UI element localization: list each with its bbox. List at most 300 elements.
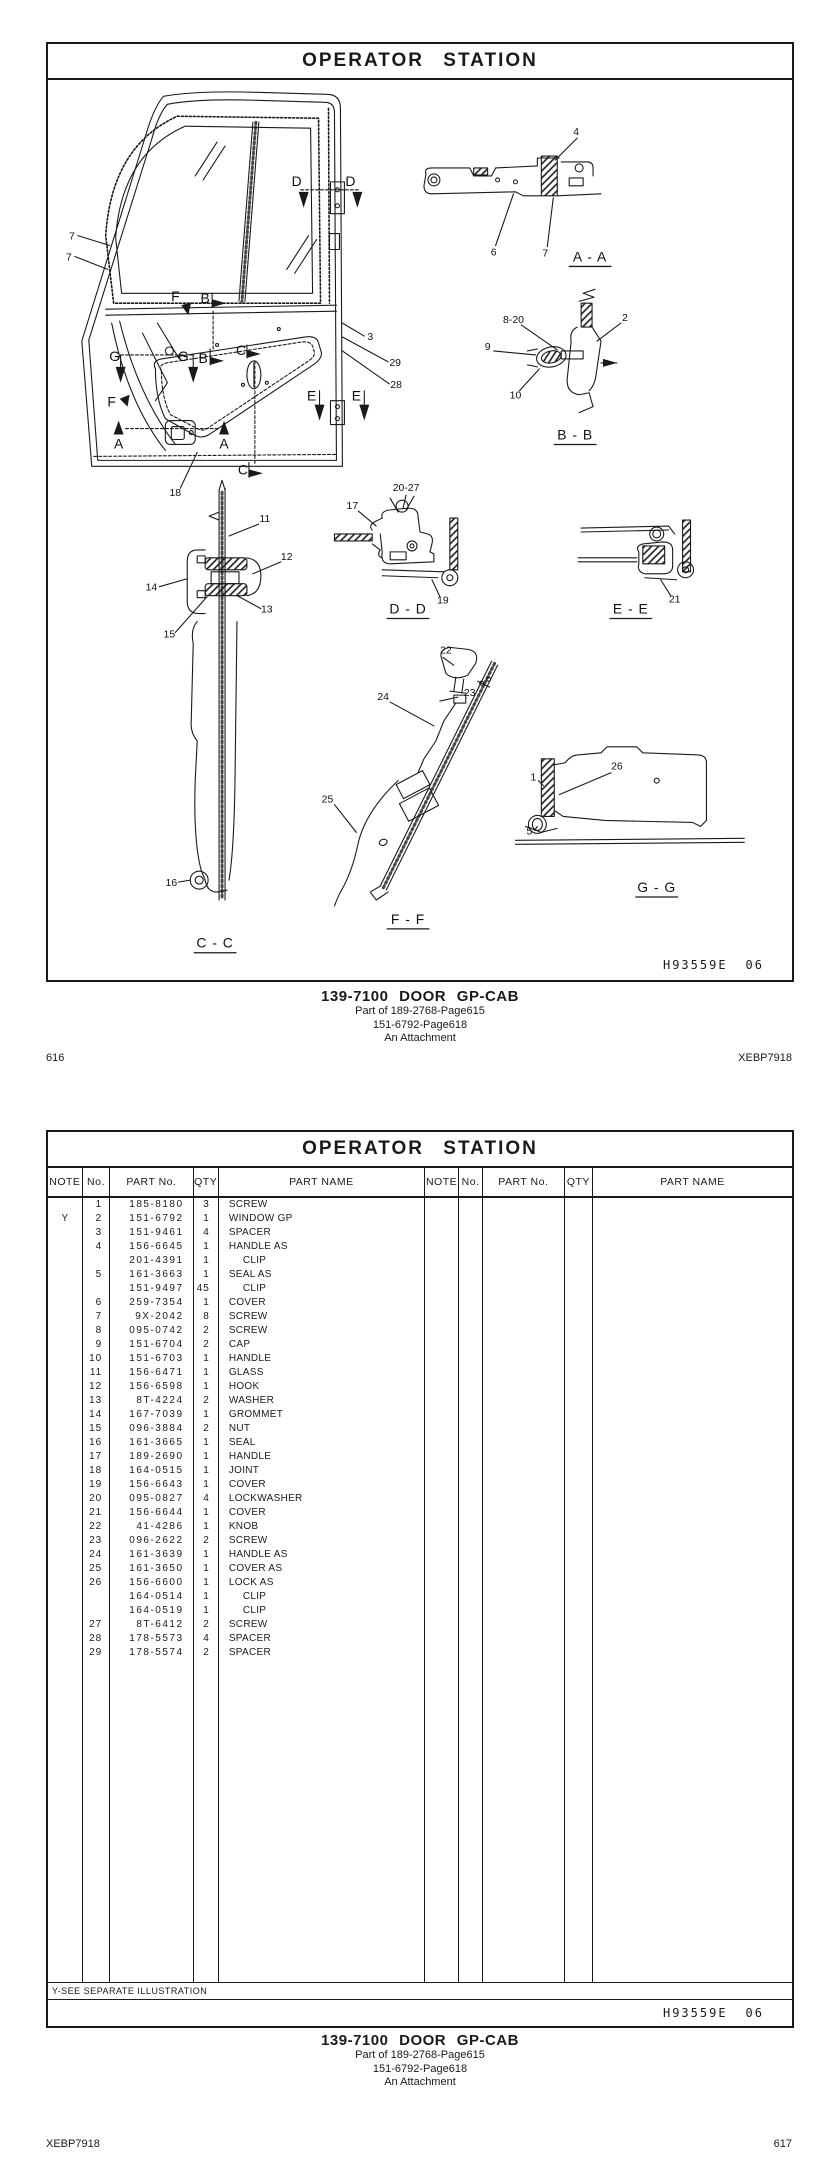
cell-no [459, 1408, 483, 1422]
cell-name [593, 1240, 792, 1254]
cell-note [48, 1324, 82, 1338]
cell-part [482, 1492, 564, 1506]
cell-note [424, 1548, 458, 1562]
cell-note [48, 1422, 82, 1436]
cell-part: 151-9497 [110, 1282, 193, 1296]
table-row [48, 1576, 792, 1590]
page1-page-number: 616 [46, 1052, 65, 1064]
cell-no: 2 [82, 1212, 110, 1226]
caption-line2: 151-6792-Page618 [372, 2062, 468, 2075]
cell-note [424, 1268, 458, 1282]
cell-note [424, 1506, 458, 1520]
cell-note [48, 1646, 82, 1660]
cell-name [593, 1604, 792, 1618]
cell-note [48, 1534, 82, 1548]
cell-no: 5 [82, 1268, 110, 1282]
table-row [48, 1324, 792, 1338]
cell-no [459, 1422, 483, 1436]
callout-10: 10 [509, 390, 522, 402]
cell-part [482, 1562, 564, 1576]
cell-no: 17 [82, 1450, 110, 1464]
cell-note [48, 1464, 82, 1478]
cell-part: 167-7039 [110, 1408, 193, 1422]
cell-name [593, 1534, 792, 1548]
cell-no [459, 1478, 483, 1492]
cell-no [459, 1352, 483, 1366]
cell-no [459, 1632, 483, 1646]
cell-qty: 1 [193, 1464, 218, 1478]
cell-part: 189-2690 [110, 1450, 193, 1464]
cell-note [48, 1604, 82, 1618]
callout-22: 22 [440, 645, 452, 657]
cell-qty [564, 1310, 592, 1324]
page2-title: OPERATOR STATION [48, 1132, 792, 1168]
cell-name: LOCKWASHER [218, 1492, 424, 1506]
cell-part [482, 1408, 564, 1422]
cell-qty [564, 1338, 592, 1352]
cell-note [424, 1534, 458, 1548]
cell-name [593, 1478, 792, 1492]
page1-footer [46, 1052, 792, 1064]
cell-part: 095-0742 [110, 1324, 193, 1338]
cell-name: SPACER [218, 1226, 424, 1240]
cell-note [424, 1464, 458, 1478]
caption-line2: 151-6792-Page618 [372, 1018, 468, 1031]
cell-no: 13 [82, 1394, 110, 1408]
page1-sheet [46, 42, 794, 982]
cell-part [482, 1240, 564, 1254]
cell-part: 161-3665 [110, 1436, 193, 1450]
cell-no [459, 1296, 483, 1310]
cell-no: 7 [82, 1310, 110, 1324]
table-row [48, 1197, 792, 1212]
cell-part [482, 1534, 564, 1548]
cell-qty [564, 1436, 592, 1450]
cell-part: 9X-2042 [110, 1310, 193, 1324]
cell-qty [564, 1268, 592, 1282]
cell-qty [564, 1534, 592, 1548]
cell-part: 156-6600 [110, 1576, 193, 1590]
cell-note [424, 1562, 458, 1576]
cell-name: HANDLE AS [218, 1548, 424, 1562]
cell-qty [564, 1197, 592, 1212]
cell-qty: 1 [193, 1562, 218, 1576]
section-marker-A: A [113, 435, 124, 452]
callout-6: 6 [490, 247, 497, 259]
cell-part [482, 1212, 564, 1226]
cell-note [424, 1310, 458, 1324]
cell-part: 096-2622 [110, 1534, 193, 1548]
cell-no [459, 1366, 483, 1380]
cell-qty: 1 [193, 1408, 218, 1422]
cell-no: 16 [82, 1436, 110, 1450]
cell-note [48, 1352, 82, 1366]
cell-no: 14 [82, 1408, 110, 1422]
cell-name: CLIP [218, 1282, 424, 1296]
table-row [48, 1604, 792, 1618]
cell-no: 4 [82, 1240, 110, 1254]
cell-qty [564, 1590, 592, 1604]
cell-note [424, 1226, 458, 1240]
cell-name [593, 1212, 792, 1226]
table-filler-row [48, 1660, 792, 1982]
cell-no: 21 [82, 1506, 110, 1520]
callout-5: 5 [526, 826, 533, 838]
cell-name [593, 1520, 792, 1534]
cell-no [459, 1506, 483, 1520]
cell-name [593, 1632, 792, 1646]
cell-name: HANDLE [218, 1352, 424, 1366]
cell-note [424, 1380, 458, 1394]
diagram-markers [107, 173, 361, 477]
cell-note [48, 1338, 82, 1352]
section-marker-G: G [177, 347, 189, 364]
cell-note [48, 1226, 82, 1240]
cell-part [482, 1576, 564, 1590]
cell-name: LOCK AS [218, 1576, 424, 1590]
callout-17: 17 [346, 501, 359, 513]
cell-note [424, 1590, 458, 1604]
cell-qty [564, 1464, 592, 1478]
cell-note [424, 1422, 458, 1436]
caption-title: 139-7100 DOOR GP-CAB [321, 2032, 519, 2049]
cell-qty [564, 1618, 592, 1632]
col-header-qty-2: QTY [564, 1168, 592, 1197]
cell-name [593, 1408, 792, 1422]
cell-no [459, 1310, 483, 1324]
table-row [48, 1422, 792, 1436]
cell-qty: 1 [193, 1590, 218, 1604]
cell-part [482, 1226, 564, 1240]
cell-part [482, 1632, 564, 1646]
cell-name [593, 1268, 792, 1282]
cell-part [482, 1436, 564, 1450]
cell-qty: 1 [193, 1352, 218, 1366]
cell-name: CLIP [218, 1590, 424, 1604]
cell-part [482, 1394, 564, 1408]
cell-name: SCREW [218, 1310, 424, 1324]
cell-qty: 4 [193, 1226, 218, 1240]
cell-part: 151-6703 [110, 1352, 193, 1366]
cell-note [48, 1492, 82, 1506]
cell-note [424, 1282, 458, 1296]
cell-note [48, 1632, 82, 1646]
cell-no [459, 1394, 483, 1408]
cell-part [482, 1590, 564, 1604]
cell-part: 156-6645 [110, 1240, 193, 1254]
cell-name [593, 1310, 792, 1324]
cell-no [459, 1338, 483, 1352]
cell-qty: 1 [193, 1520, 218, 1534]
cell-qty [564, 1352, 592, 1366]
cell-name: KNOB [218, 1520, 424, 1534]
cell-part: 41-4286 [110, 1520, 193, 1534]
cell-name: HANDLE [218, 1450, 424, 1464]
cell-qty [564, 1562, 592, 1576]
table-row [48, 1632, 792, 1646]
section-label-E-E: E - E [612, 600, 649, 617]
cell-note [424, 1324, 458, 1338]
cell-part: 151-6704 [110, 1338, 193, 1352]
table-footnote: Y-SEE SEPARATE ILLUSTRATION [48, 1982, 792, 2000]
cell-part [482, 1324, 564, 1338]
cell-no: 20 [82, 1492, 110, 1506]
table-row [48, 1338, 792, 1352]
cell-no [459, 1226, 483, 1240]
callout-7: 7 [65, 252, 72, 264]
section-c-c-view [159, 480, 280, 900]
cell-note [424, 1296, 458, 1310]
cell-part [482, 1506, 564, 1520]
section-marker-D: D [291, 172, 302, 189]
cell-part [482, 1310, 564, 1324]
table-row [48, 1464, 792, 1478]
table-row [48, 1590, 792, 1604]
doc-code-text: H93559E [662, 958, 728, 972]
cell-no [459, 1562, 483, 1576]
cell-qty [564, 1380, 592, 1394]
cell-no: 10 [82, 1352, 110, 1366]
cell-qty: 1 [193, 1604, 218, 1618]
cell-no: 26 [82, 1576, 110, 1590]
callout-2: 2 [621, 313, 628, 325]
table-row [48, 1562, 792, 1576]
cell-qty [564, 1212, 592, 1226]
cell-part [482, 1478, 564, 1492]
cell-part: 151-6792 [110, 1212, 193, 1226]
cell-qty [564, 1422, 592, 1436]
cell-part [482, 1254, 564, 1268]
callout-3: 3 [367, 332, 374, 344]
cell-part: 164-0515 [110, 1464, 193, 1478]
section-marker-C: C [235, 341, 246, 358]
cell-name: SEAL AS [218, 1268, 424, 1282]
cell-name [593, 1562, 792, 1576]
cell-no: 24 [82, 1548, 110, 1562]
cell-part [482, 1646, 564, 1660]
cell-note [48, 1590, 82, 1604]
section-label-G-G: G - G [637, 879, 677, 896]
caption-title: 139-7100 DOOR GP-CAB [321, 988, 519, 1005]
callout-8-20: 8-20 [503, 315, 524, 327]
cell-part: 161-3650 [110, 1562, 193, 1576]
cell-qty: 4 [193, 1632, 218, 1646]
cell-note [48, 1478, 82, 1492]
callout-7: 7 [68, 231, 75, 243]
cell-qty: 1 [193, 1254, 218, 1268]
cell-note [424, 1352, 458, 1366]
cell-qty: 2 [193, 1338, 218, 1352]
cell-part: 8T-6412 [110, 1618, 193, 1632]
cell-note [48, 1296, 82, 1310]
cell-no: 22 [82, 1520, 110, 1534]
table-row [48, 1268, 792, 1282]
callout-12: 12 [280, 551, 293, 563]
doc-rev-text: 06 [745, 958, 764, 972]
callout-21: 21 [668, 594, 681, 606]
cell-qty: 1 [193, 1380, 218, 1394]
callout-19: 19 [437, 595, 449, 607]
cell-part [482, 1197, 564, 1212]
cell-qty: 1 [193, 1366, 218, 1380]
cell-note [48, 1408, 82, 1422]
section-marker-E: E [306, 387, 317, 404]
cell-name [593, 1436, 792, 1450]
cell-no [82, 1604, 110, 1618]
cell-note [424, 1338, 458, 1352]
table-row [48, 1296, 792, 1310]
cell-name: HOOK [218, 1380, 424, 1394]
cell-note [424, 1604, 458, 1618]
section-label-A-A: A - A [572, 248, 608, 265]
table-row [48, 1478, 792, 1492]
cell-no [459, 1324, 483, 1338]
cell-qty [564, 1408, 592, 1422]
cell-name [593, 1450, 792, 1464]
page1-form-code: XEBP7918 [738, 1052, 792, 1064]
parts-table [48, 1168, 792, 1982]
cell-no [459, 1520, 483, 1534]
door-main-view [82, 92, 345, 466]
cell-qty: 3 [193, 1197, 218, 1212]
callout-24: 24 [377, 692, 390, 704]
cell-name [593, 1464, 792, 1478]
cell-qty: 1 [193, 1478, 218, 1492]
cell-name: COVER [218, 1296, 424, 1310]
cell-note [424, 1212, 458, 1226]
callout-11: 11 [259, 514, 271, 526]
doc-code-text: H93559E [662, 2006, 728, 2020]
section-marker-F: F [107, 393, 116, 410]
col-header-note-2: NOTE [424, 1168, 458, 1197]
cell-name [593, 1352, 792, 1366]
cell-no [82, 1254, 110, 1268]
table-row [48, 1436, 792, 1450]
cell-part: 201-4391 [110, 1254, 193, 1268]
cell-qty [564, 1240, 592, 1254]
callout-25: 25 [321, 794, 334, 806]
cell-no [459, 1268, 483, 1282]
cell-qty [564, 1506, 592, 1520]
cell-name: NUT [218, 1422, 424, 1436]
door-assembly-diagram [48, 82, 792, 980]
page2-sheet [46, 1130, 794, 2028]
cell-qty: 2 [193, 1394, 218, 1408]
doc-rev-text: 06 [745, 2006, 764, 2020]
callout-18: 18 [169, 488, 182, 500]
cell-no [459, 1254, 483, 1268]
col-header-part-no-2: PART No. [482, 1168, 564, 1197]
cell-no: 1 [82, 1197, 110, 1212]
col-header-qty: QTY [193, 1168, 218, 1197]
cell-no: 27 [82, 1618, 110, 1632]
cell-note [424, 1394, 458, 1408]
cell-part: 185-8180 [110, 1197, 193, 1212]
cell-name: GLASS [218, 1366, 424, 1380]
cell-part [482, 1338, 564, 1352]
cell-name [593, 1576, 792, 1590]
cell-qty: 2 [193, 1646, 218, 1660]
cell-name: SCREW [218, 1534, 424, 1548]
cell-note [48, 1450, 82, 1464]
cell-qty: 1 [193, 1240, 218, 1254]
callout-23: 23 [463, 688, 476, 700]
section-marker-C: C [237, 461, 248, 478]
cell-qty: 45 [193, 1282, 218, 1296]
page2-page-number: 617 [773, 2138, 792, 2150]
cell-name [593, 1226, 792, 1240]
cell-name: CLIP [218, 1254, 424, 1268]
cell-note [424, 1197, 458, 1212]
cell-name: GROMMET [218, 1408, 424, 1422]
cell-name: SEAL [218, 1436, 424, 1450]
table-row [48, 1450, 792, 1464]
callout-7: 7 [542, 248, 549, 260]
cell-note [48, 1548, 82, 1562]
cell-no: 11 [82, 1366, 110, 1380]
cell-qty [564, 1366, 592, 1380]
section-label-D-D: D - D [389, 600, 427, 617]
cell-no: 29 [82, 1646, 110, 1660]
cell-name [593, 1380, 792, 1394]
cell-no [459, 1380, 483, 1394]
parts-table-body [48, 1197, 792, 1982]
table-row [48, 1310, 792, 1324]
parts-table-area [48, 1168, 792, 1982]
page2-footer [46, 2138, 792, 2150]
cell-qty: 1 [193, 1548, 218, 1562]
cell-qty [564, 1604, 592, 1618]
cell-note [48, 1506, 82, 1520]
callout-20-27: 20-27 [392, 483, 420, 495]
cell-no [459, 1646, 483, 1660]
cell-part: 164-0514 [110, 1590, 193, 1604]
table-row [48, 1254, 792, 1268]
cell-name: WINDOW GP [218, 1212, 424, 1226]
section-g-g-view [515, 747, 744, 844]
table-row [48, 1240, 792, 1254]
callout-26: 26 [611, 761, 623, 773]
cell-part: 096-3884 [110, 1422, 193, 1436]
page2-doc-code [48, 2000, 792, 2026]
table-row [48, 1352, 792, 1366]
callout-9: 9 [484, 341, 491, 353]
cell-qty: 1 [193, 1506, 218, 1520]
cell-no: 3 [82, 1226, 110, 1240]
cell-part: 095-0827 [110, 1492, 193, 1506]
cell-qty [564, 1324, 592, 1338]
cell-part [482, 1380, 564, 1394]
cell-qty [564, 1478, 592, 1492]
cell-part [482, 1520, 564, 1534]
cell-no: 9 [82, 1338, 110, 1352]
cell-no [459, 1450, 483, 1464]
cell-no [459, 1576, 483, 1590]
table-row [48, 1646, 792, 1660]
cell-qty [564, 1548, 592, 1562]
cell-note [48, 1240, 82, 1254]
table-row [48, 1282, 792, 1296]
cell-no [459, 1212, 483, 1226]
cell-qty [564, 1646, 592, 1660]
cell-no: 8 [82, 1324, 110, 1338]
caption-line3: An Attachment [384, 2076, 456, 2088]
cell-name [593, 1548, 792, 1562]
cell-part: 8T-4224 [110, 1394, 193, 1408]
section-marker-A: A [219, 435, 229, 452]
cell-qty [564, 1576, 592, 1590]
caption-line1: Part of 189-2768-Page615 [355, 2049, 485, 2061]
